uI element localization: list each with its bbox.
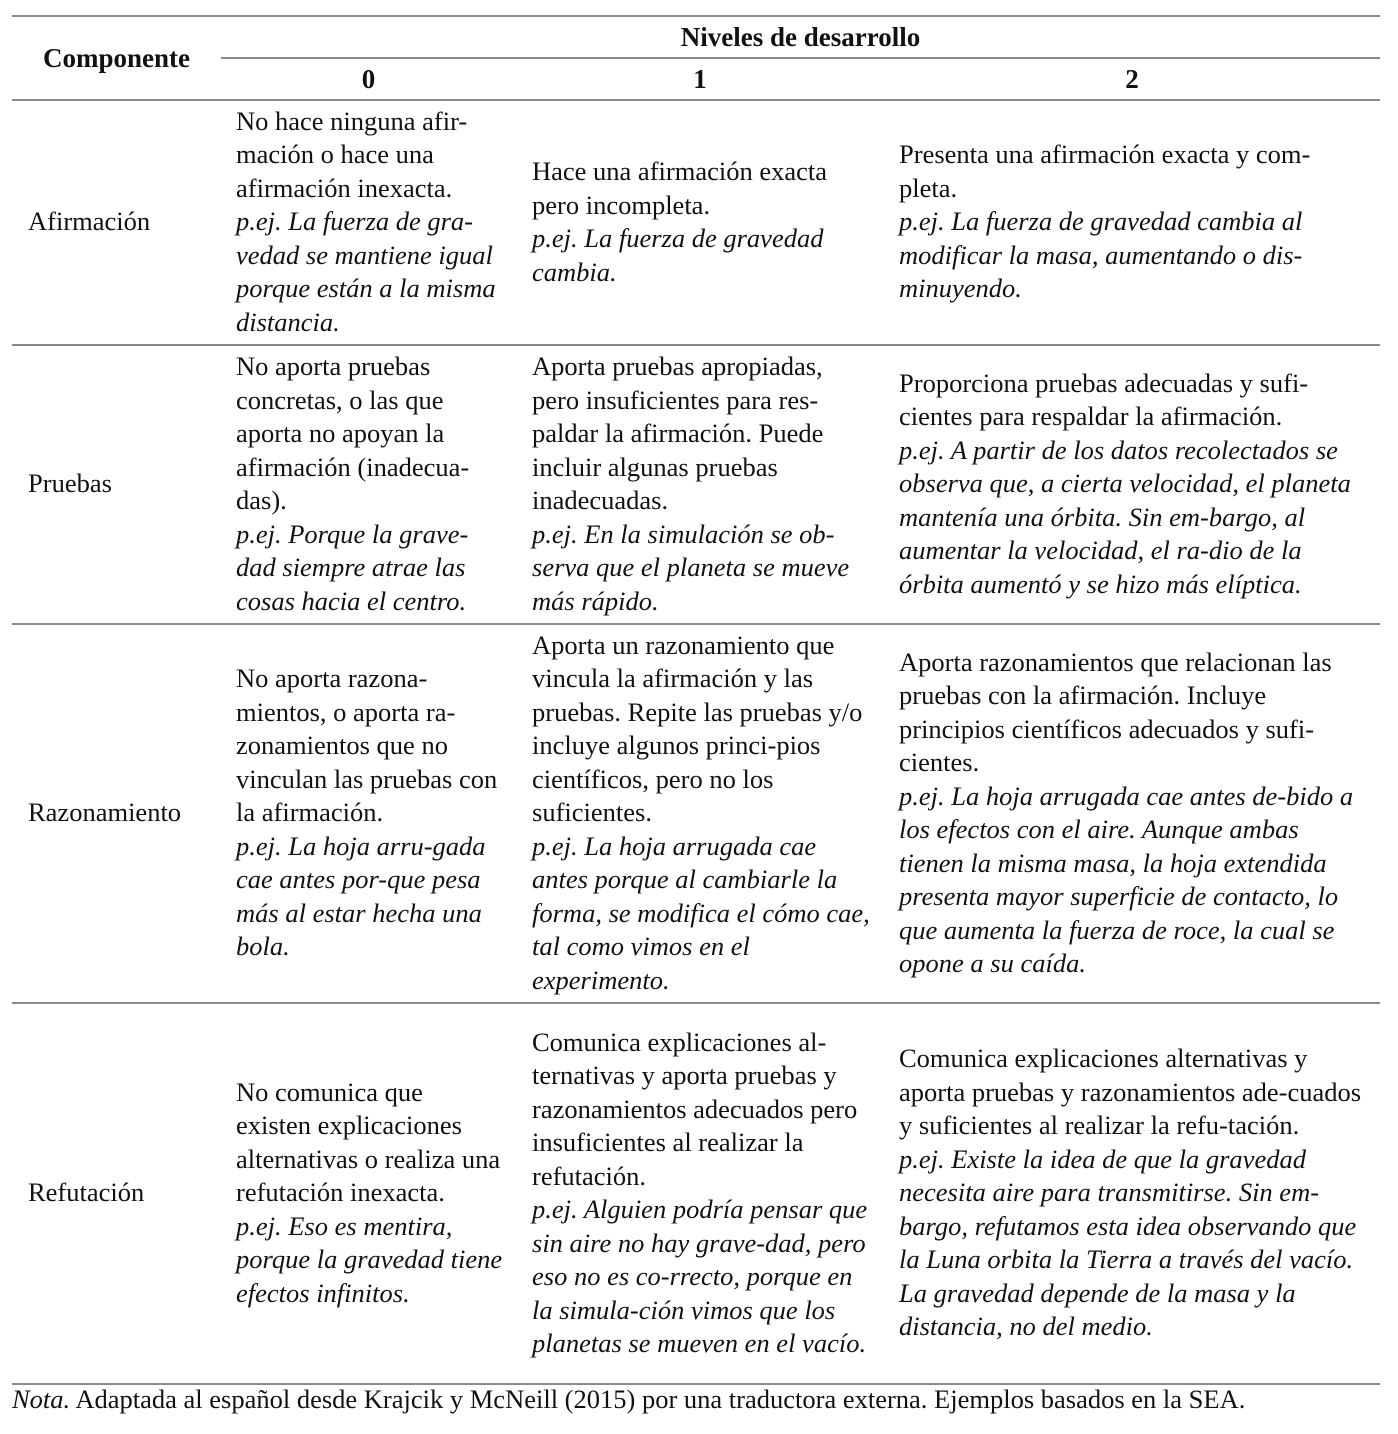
- cell-example: p.ej. La fuerza de gravedad cambia.: [532, 223, 824, 287]
- cell-level-0: [221, 100, 516, 345]
- cell-text: Aporta razonamientos que relacionan las pruebas con la afirmación. Incluye principios científicos adecuados y sufi-cientes.: [899, 646, 1332, 777]
- cell-text: Proporciona pruebas adecuadas y sufi-cientes para respaldar la afirmación.: [899, 367, 1309, 432]
- note-label: Nota.: [12, 1384, 71, 1414]
- cell-example: p.ej. Existe la idea de que la gravedad necesita aire para transmitirse. Sin em-bargo, refutamos esta idea observando que la Luna orbita la Tierra a través del vacío. La gravedad depende de la masa y la distancia, no del medio.: [899, 1143, 1357, 1342]
- cell-level-1: [516, 624, 884, 1003]
- cell-example: p.ej. Alguien podría pensar que sin aire no hay grave-dad, pero eso no es co-rrecto, porque en la simula-ción vimos que los planetas se mueven en el vacío.: [532, 1194, 868, 1358]
- row-name: Afirmación: [12, 100, 221, 345]
- cell-example: p.ej. La fuerza de gra-vedad se mantiene igual porque están a la misma distancia.: [236, 206, 496, 337]
- note-text: Adaptada al español desde Krajcik y McNeill (2015) por una traductora externa. Ejemplos basados en la SEA.: [70, 1384, 1246, 1414]
- header-level-2: 2: [884, 58, 1380, 100]
- cell-text: No aporta pruebas concretas, o las que aporta no apoyan la afirmación (inadecua-das).: [236, 351, 470, 515]
- header-componente: Componente: [12, 16, 221, 100]
- rubric-table: [12, 15, 1380, 1385]
- cell-text: Aporta un razonamiento que vincula la afirmación y las pruebas. Repite las pruebas y/o incluye algunos princi-pios científicos, pero no los suficientes.: [532, 629, 863, 828]
- cell-example: p.ej. Porque la grave-dad siempre atrae las cosas hacia el centro.: [236, 518, 469, 616]
- row-name: Razonamiento: [12, 624, 221, 1003]
- table-row-afirmacion: [12, 100, 1380, 345]
- cell-text: Aporta pruebas apropiadas, pero insuficientes para res-paldar la afirmación. Puede incluir algunas pruebas inadecuadas.: [532, 351, 824, 515]
- cell-level-2: [884, 345, 1380, 624]
- cell-text: Hace una afirmación exacta pero incompleta.: [532, 156, 827, 220]
- table-row-refutacion: [12, 1003, 1380, 1384]
- cell-example: p.ej. En la simulación se ob-serva que el planeta se mueve más rápido.: [532, 518, 850, 616]
- table-row-pruebas: [12, 345, 1380, 624]
- rubric-table-container: [12, 15, 1380, 1385]
- cell-level-0: [221, 1003, 516, 1384]
- cell-example: p.ej. La hoja arrugada cae antes de-bido a los efectos con el aire. Aunque ambas tienen la misma masa, la hoja extendida presenta mayor superficie de contacto, lo que aumenta la fuerza de roce, la cual se opone a su caída.: [899, 780, 1354, 978]
- row-name: Pruebas: [12, 345, 221, 624]
- cell-text: Presenta una afirmación exacta y com-pleta.: [899, 139, 1311, 203]
- cell-example: p.ej. La fuerza de gravedad cambia al modificar la masa, aumentando o dis-minuyendo.: [899, 206, 1303, 304]
- cell-text: No aporta razona-mientos, o aporta ra-zonamientos que no vinculan las pruebas con la afirmación.: [236, 663, 498, 828]
- cell-example: p.ej. A partir de los datos recolectados se observa que, a cierta velocidad, el planeta mantenía una órbita. Sin em-bargo, al aumentar la velocidad, el ra-dio de la órbita aumentó y se hizo más elíptica.: [899, 434, 1351, 599]
- cell-level-1: [516, 100, 884, 345]
- cell-text: Comunica explicaciones alternativas y aporta pruebas y razonamientos ade-cuados y suficientes al realizar la refu-tación.: [899, 1043, 1362, 1141]
- cell-level-2: [884, 624, 1380, 1003]
- header-level-0: 0: [221, 58, 516, 100]
- header-niveles: Niveles de desarrollo: [221, 16, 1380, 58]
- row-name: Refutación: [12, 1003, 221, 1384]
- cell-text: No comunica que existen explicaciones alternativas o realiza una refutación inexacta.: [236, 1076, 501, 1208]
- cell-example: p.ej. La hoja arru-gada cae antes por-que pesa más al estar hecha una bola.: [236, 830, 486, 962]
- cell-level-0: [221, 345, 516, 624]
- table-row-razonamiento: [12, 624, 1380, 1003]
- cell-text: Comunica explicaciones al-ternativas y aporta pruebas y razonamientos adecuados pero insuficientes al realizar la refutación.: [532, 1026, 858, 1191]
- cell-example: p.ej. Eso es mentira, porque la gravedad tiene efectos infinitos.: [236, 1210, 503, 1308]
- table-note: [12, 1384, 1245, 1415]
- cell-example: p.ej. La hoja arrugada cae antes porque al cambiarle la forma, se modifica el cómo cae, tal como vimos en el experimento.: [532, 830, 870, 995]
- cell-level-2: [884, 100, 1380, 345]
- header-level-1: 1: [516, 58, 884, 100]
- cell-level-2: [884, 1003, 1380, 1384]
- cell-level-1: [516, 345, 884, 624]
- cell-level-0: [221, 624, 516, 1003]
- cell-text: No hace ninguna afir-mación o hace una afirmación inexacta.: [236, 105, 468, 203]
- cell-level-1: [516, 1003, 884, 1384]
